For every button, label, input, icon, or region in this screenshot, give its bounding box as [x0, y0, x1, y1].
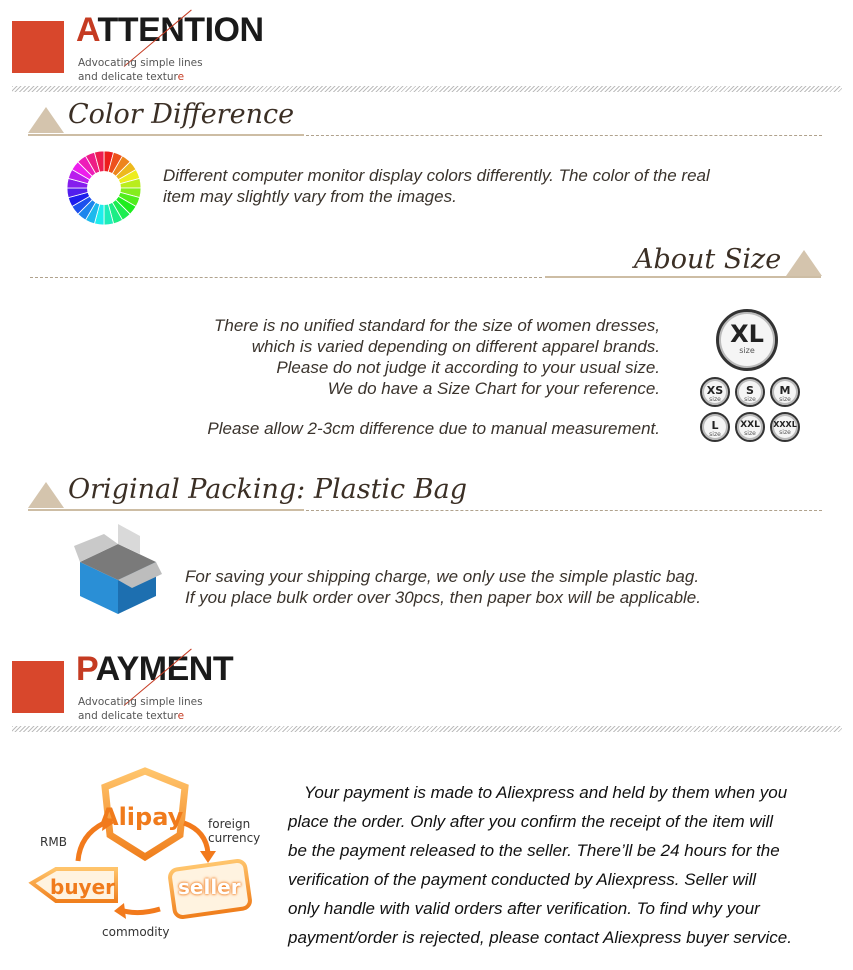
triangle-icon — [786, 250, 822, 276]
color-difference-heading: Color Difference — [68, 99, 295, 130]
m-size-badge-icon: M size — [770, 377, 800, 407]
dashed-divider — [30, 277, 542, 278]
packing-heading: Original Packing: Plastic Bag — [68, 474, 467, 505]
payment-red-square — [12, 661, 64, 713]
about-size-heading: About Size — [634, 244, 782, 275]
alipay-label: Alipay — [100, 803, 184, 831]
xxl-size-badge-icon: XXL size — [735, 412, 765, 442]
xl-size-badge-icon: XL size — [716, 309, 778, 371]
seller-label: seller — [178, 875, 241, 899]
packing-text: For saving your shipping charge, we only use the simple plastic bag. If you place bulk order over 30pcs, then paper box will be applicable. — [185, 567, 701, 607]
heading-underline — [28, 134, 304, 136]
attention-divider — [12, 86, 842, 92]
color-wheel-icon — [66, 150, 142, 226]
rmb-label: RMB — [40, 835, 67, 849]
s-size-badge-icon: S size — [735, 377, 765, 407]
attention-title: ATTENTION — [76, 11, 264, 49]
commodity-label: commodity — [102, 925, 170, 939]
color-difference-text: Different computer monitor display colors differently. The color of the real item may slightly vary from the images. — [163, 166, 710, 206]
heading-underline — [545, 276, 821, 278]
payment-title: PAYMENT — [76, 650, 234, 688]
buyer-label: buyer — [50, 875, 116, 899]
attention-subtitle: Advocating simple lines and delicate texture — [78, 57, 203, 83]
triangle-icon — [28, 482, 64, 508]
xxxl-size-badge-icon: XXXL size — [770, 412, 800, 442]
payment-subtitle: Advocating simple lines and delicate texture — [78, 696, 203, 722]
about-size-note: Please allow 2-3cm difference due to manual measurement. — [207, 419, 660, 438]
foreign-currency-label: foreign currency — [208, 817, 261, 845]
heading-underline — [28, 509, 304, 511]
l-size-badge-icon: L size — [700, 412, 730, 442]
about-size-text: There is no unified standard for the size of women dresses, which is varied depending on different apparel brands. Please do not judge it according to your usual size. We do have a Size Chart for your reference. — [213, 316, 660, 398]
dashed-divider — [306, 510, 822, 511]
xs-size-badge-icon: XS size — [700, 377, 730, 407]
payment-divider — [12, 726, 842, 732]
attention-red-square — [12, 21, 64, 73]
payment-text: Your payment is made to Aliexpress and held by them when you place the order. Only after you confirm the receipt of the item will be the payment released to the seller. There’ll be 24 hours for the verification of the payment conducted by Aliexpress. Seller will only handle with valid orders after verification. To find why your payment/order is rejected, please contact Aliexpress buyer service. — [288, 783, 792, 947]
alipay-flow-diagram — [20, 765, 270, 945]
triangle-icon — [28, 107, 64, 133]
dashed-divider — [306, 135, 822, 136]
package-box-icon — [74, 522, 162, 616]
